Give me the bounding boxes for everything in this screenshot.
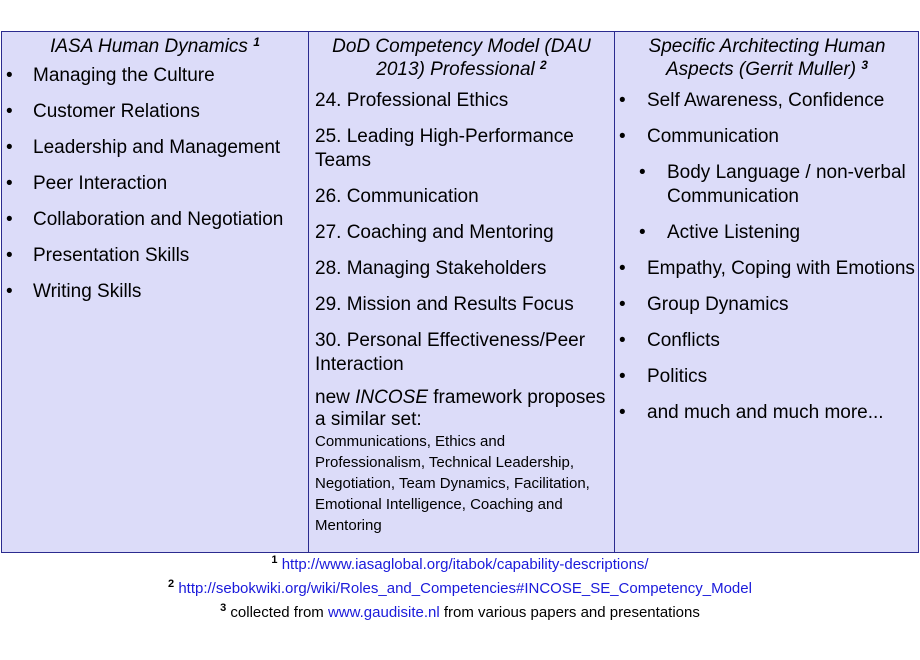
footnote-ref: 2 xyxy=(540,58,547,72)
list-item: • Managing the Culture xyxy=(2,64,308,88)
comparison-table xyxy=(1,31,919,553)
dod-list xyxy=(309,89,614,536)
incose-note xyxy=(315,387,608,431)
footnote-link[interactable]: http://www.iasaglobal.org/itabok/capability-descriptions/ xyxy=(281,556,649,573)
list-item: • Communication xyxy=(615,125,919,149)
list-item: 26. Communication xyxy=(315,186,479,207)
footnote-1 xyxy=(0,556,920,574)
list-item: 27. Coaching and Mentoring xyxy=(315,222,554,243)
list-item: 24. Professional Ethics xyxy=(315,90,509,111)
incose-suffix: framework proposes a similar set: xyxy=(315,387,606,430)
footnote-text: from various papers and presentations xyxy=(439,604,700,621)
incose-list: Communications, Ethics and Professionalism, Technical Leadership, Negotiation, Team Dynamics, Facilitation, Emotional Intelligence, Coaching and Mentoring xyxy=(315,433,590,534)
list-item: • Self Awareness, Confidence xyxy=(615,89,919,113)
footnote-link[interactable]: http://sebokwiki.org/wiki/Roles_and_Competencies#INCOSE_SE_Competency_Model xyxy=(178,580,752,597)
footnote-text: collected from xyxy=(230,604,328,621)
list-item: • Writing Skills xyxy=(2,280,308,304)
heading-text: DoD Competency Model (DAU 2013) Professional xyxy=(332,36,591,80)
column-dod xyxy=(308,32,614,552)
list-item: • and much and much more... xyxy=(615,401,919,425)
footnote-number: 1 xyxy=(271,554,278,566)
footnote-link[interactable]: www.gaudisite.nl xyxy=(327,604,440,621)
column-heading xyxy=(2,32,308,58)
list-item: 30. Personal Effectiveness/Peer Interaction xyxy=(315,330,586,375)
column-heading xyxy=(309,32,614,81)
incose-name: INCOSE xyxy=(355,387,428,408)
incose-prefix: new xyxy=(315,387,356,408)
list-item: 28. Managing Stakeholders xyxy=(315,258,547,279)
iasa-list xyxy=(2,64,308,304)
list-item: • Politics xyxy=(615,365,919,389)
sub-list-item: • Body Language / non-verbal Communication xyxy=(615,161,919,209)
list-item: 29. Mission and Results Focus xyxy=(315,294,574,315)
footnote-3 xyxy=(0,604,920,622)
column-iasa xyxy=(2,32,308,552)
footnote-2 xyxy=(0,580,920,598)
list-item: • Presentation Skills xyxy=(2,244,308,268)
footnote-ref: 3 xyxy=(861,58,868,72)
footnote-number: 3 xyxy=(220,602,227,614)
list-item: • Customer Relations xyxy=(2,100,308,124)
list-item: • Group Dynamics xyxy=(615,293,919,317)
muller-list xyxy=(615,89,919,425)
column-heading xyxy=(615,32,919,81)
footnote-number: 2 xyxy=(168,578,175,590)
list-item: • Conflicts xyxy=(615,329,919,353)
list-item: • Empathy, Coping with Emotions xyxy=(615,257,919,281)
footnote-ref: 1 xyxy=(253,35,260,49)
list-item: • Collaboration and Negotiation xyxy=(2,208,308,232)
heading-text: IASA Human Dynamics xyxy=(50,36,248,57)
sub-list-item: • Active Listening xyxy=(615,221,919,245)
list-item: • Leadership and Management xyxy=(2,136,308,160)
heading-text: Specific Architecting Human Aspects (Gerrit Muller) xyxy=(648,36,886,80)
list-item: • Peer Interaction xyxy=(2,172,308,196)
column-muller xyxy=(614,32,919,552)
list-item: 25. Leading High-Performance Teams xyxy=(315,126,574,171)
